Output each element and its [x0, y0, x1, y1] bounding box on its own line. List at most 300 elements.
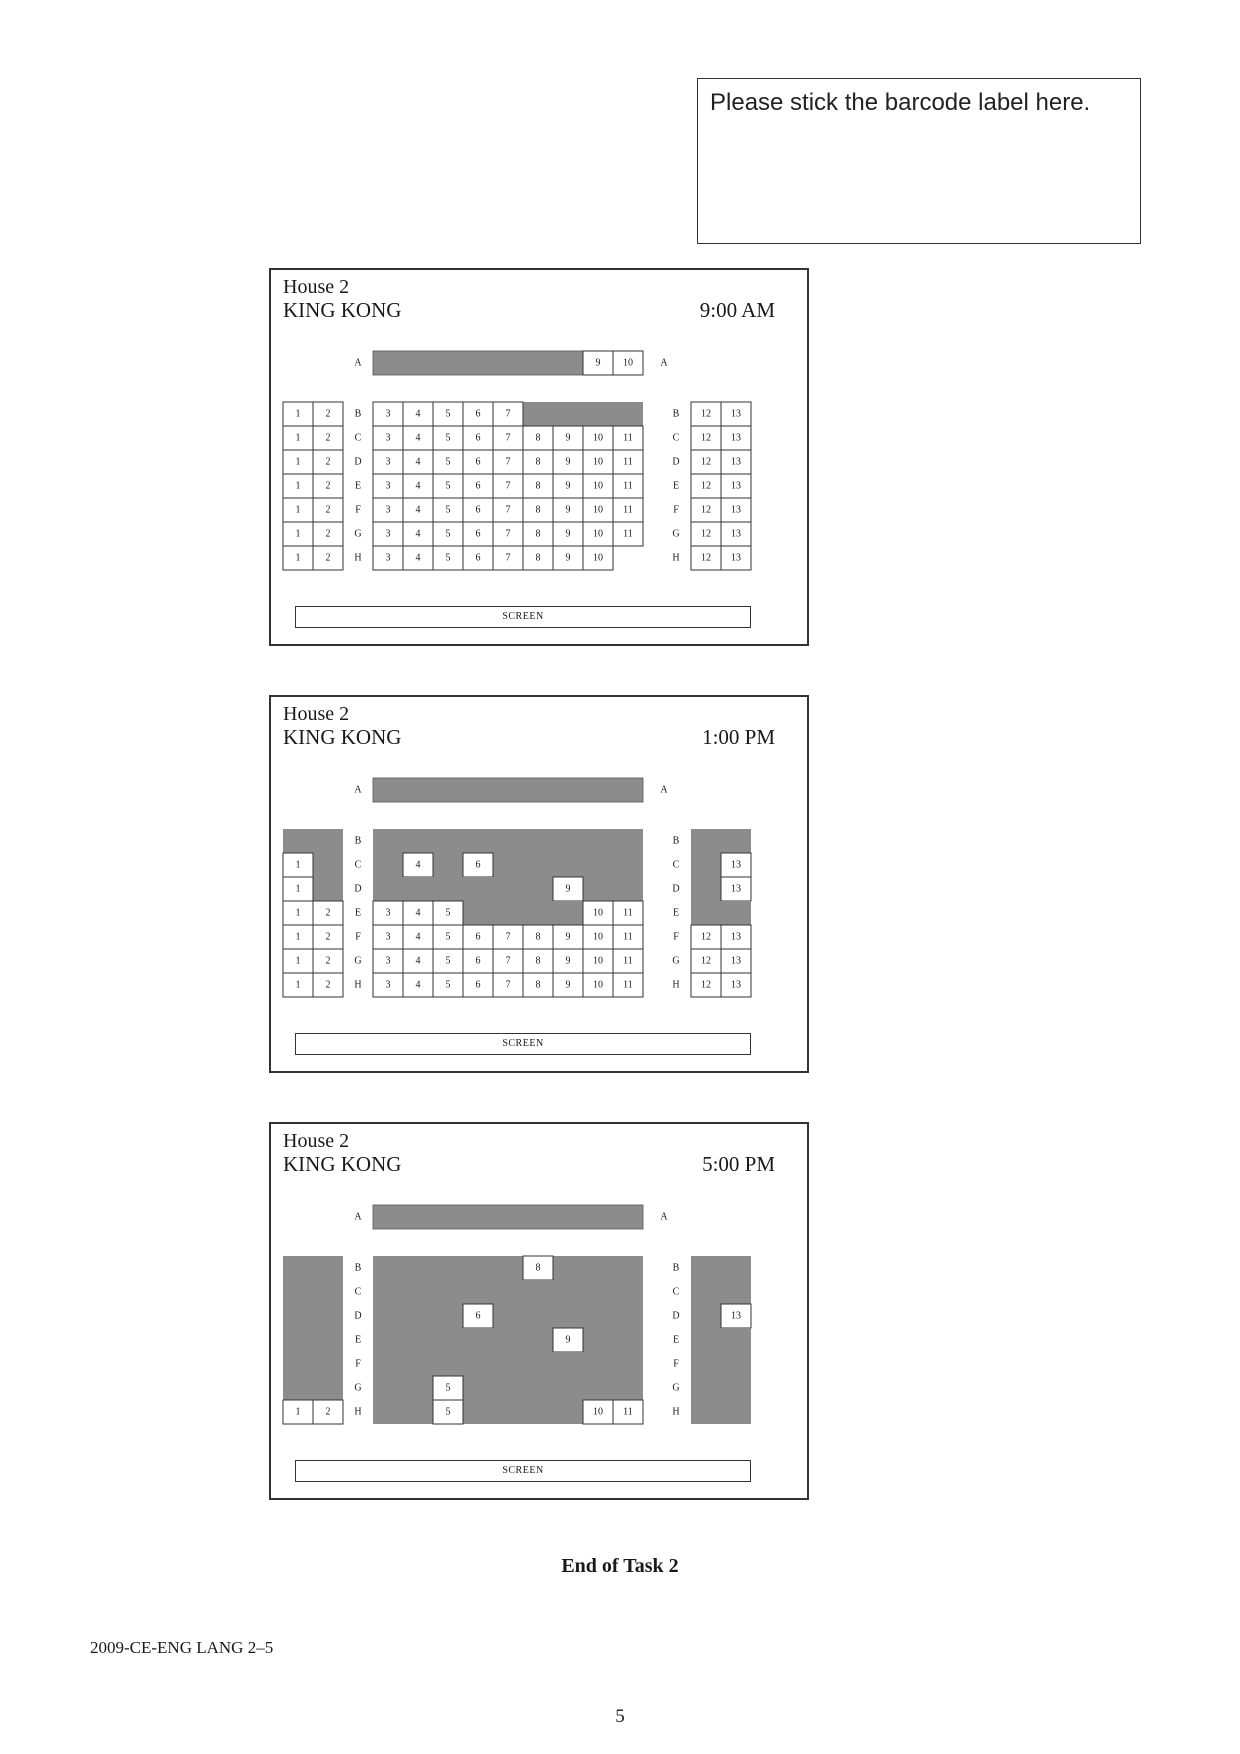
row-label: E: [354, 1334, 362, 1346]
seat-taken: [493, 1304, 523, 1328]
seat-number: 11: [623, 432, 633, 444]
row-label: D: [354, 1310, 362, 1322]
seat-number: 6: [475, 1310, 481, 1322]
row-label: B: [672, 835, 680, 847]
seat-number: 8: [535, 1262, 541, 1274]
row-label: C: [354, 1286, 362, 1298]
seat-taken: [523, 1328, 553, 1352]
seat-number: 1: [295, 408, 301, 420]
seat-number: 7: [505, 408, 511, 420]
seat-number: 3: [385, 552, 391, 564]
seat-number: 2: [325, 907, 331, 919]
seat-number: 7: [505, 456, 511, 468]
seat-taken: [403, 1280, 433, 1304]
seating-plan-panel-1: [269, 268, 809, 646]
seat-taken: [373, 1304, 403, 1328]
seat-number: 2: [325, 552, 331, 564]
seat-taken: [403, 1376, 433, 1400]
seat-taken: [553, 1256, 583, 1280]
seat-number: 4: [415, 456, 421, 468]
seat-number: 5: [445, 1382, 451, 1394]
seat-taken: [283, 1256, 313, 1280]
seat-taken: [433, 1256, 463, 1280]
seat-number: 13: [731, 552, 741, 564]
seat-number: 4: [415, 859, 421, 871]
seat-taken: [313, 877, 343, 901]
seat-number: 11: [623, 1406, 633, 1418]
seat-taken: [721, 1352, 751, 1376]
seat-number: 10: [623, 357, 633, 369]
seat-number: 8: [535, 528, 541, 540]
seat-number: 5: [445, 408, 451, 420]
seat-number: 8: [535, 504, 541, 516]
seat-taken: [721, 1280, 751, 1304]
row-label: D: [672, 456, 680, 468]
seat-number: 2: [325, 456, 331, 468]
screen-bar: SCREEN: [295, 1033, 751, 1055]
row-label: H: [672, 1406, 680, 1418]
row-label: C: [672, 859, 680, 871]
seat-taken: [553, 901, 583, 925]
seat-taken: [433, 829, 463, 853]
seat-taken: [463, 1376, 493, 1400]
seat-taken: [493, 1376, 523, 1400]
seat-number: 12: [701, 456, 711, 468]
seat-number: 9: [565, 1334, 571, 1346]
movie-title: KING KONG: [283, 725, 402, 749]
movie-title: KING KONG: [283, 298, 402, 322]
seat-number: 2: [325, 480, 331, 492]
seat-number: 9: [565, 456, 571, 468]
seat-taken: [493, 829, 523, 853]
seat-number: 4: [415, 552, 421, 564]
seat-number: 12: [701, 528, 711, 540]
seat-number: 5: [445, 1406, 451, 1418]
seat-number: 10: [593, 456, 603, 468]
seat-number: 13: [731, 456, 741, 468]
seat-number: 12: [701, 979, 711, 991]
seat-taken: [463, 901, 493, 925]
row-label: F: [673, 1358, 679, 1370]
seat-taken: [313, 829, 343, 853]
seat-number: 13: [731, 408, 741, 420]
seat-taken: [373, 877, 403, 901]
seat-number: 10: [593, 504, 603, 516]
show-time: 9:00 AM: [699, 298, 775, 322]
seat-taken: [463, 1328, 493, 1352]
seat-number: 3: [385, 528, 391, 540]
seat-taken: [583, 1328, 613, 1352]
seat-taken: [553, 402, 583, 426]
seat-taken: [583, 1256, 613, 1280]
seat-taken: [523, 1400, 553, 1424]
row-label: E: [354, 907, 362, 919]
seat-taken: [373, 853, 403, 877]
seat-number: 8: [535, 931, 541, 943]
seat-number: 1: [295, 432, 301, 444]
seat-taken: [283, 1376, 313, 1400]
house-title: House 2: [283, 703, 350, 725]
row-label: H: [354, 1406, 362, 1418]
row-label: G: [354, 528, 362, 540]
seat-taken: [721, 901, 751, 925]
seat-number: 12: [701, 504, 711, 516]
seat-number: 7: [505, 979, 511, 991]
seat-number: 13: [731, 955, 741, 967]
seat-taken: [613, 1304, 643, 1328]
seat-taken: [433, 877, 463, 901]
seat-number: 12: [701, 955, 711, 967]
seat-number: 7: [505, 931, 511, 943]
row-label: G: [354, 955, 362, 967]
row-label: B: [672, 1262, 680, 1274]
seat-taken: [493, 901, 523, 925]
seat-taken: [691, 1376, 721, 1400]
seat-map: [271, 697, 807, 1071]
seat-number: 13: [731, 859, 741, 871]
seat-taken: [493, 1352, 523, 1376]
row-label: F: [673, 931, 679, 943]
seat-number: 13: [731, 432, 741, 444]
seat-number: 4: [415, 931, 421, 943]
seat-number: 12: [701, 931, 711, 943]
seat-taken: [613, 1328, 643, 1352]
seat-number: 13: [731, 528, 741, 540]
seat-number: 12: [701, 432, 711, 444]
seat-taken: [433, 853, 463, 877]
row-label: F: [355, 1358, 361, 1370]
row-label: C: [354, 859, 362, 871]
seat-number: 7: [505, 955, 511, 967]
seat-taken: [373, 1256, 403, 1280]
screen-bar: SCREEN: [295, 1460, 751, 1482]
seat-number: 11: [623, 504, 633, 516]
seat-number: 11: [623, 456, 633, 468]
seat-number: 10: [593, 979, 603, 991]
seat-taken: [583, 1352, 613, 1376]
seat-number: 10: [593, 528, 603, 540]
seat-taken: [493, 853, 523, 877]
seat-number: 5: [445, 552, 451, 564]
seat-number: 13: [731, 883, 741, 895]
seat-number: 4: [415, 432, 421, 444]
seat-taken: [721, 1328, 751, 1352]
seat-number: 5: [445, 931, 451, 943]
seat-number: 4: [415, 907, 421, 919]
row-label: E: [672, 907, 680, 919]
seat-taken: [283, 829, 313, 853]
seat-taken: [523, 402, 553, 426]
seat-taken: [583, 402, 613, 426]
seat-map: [271, 270, 807, 644]
seat-taken: [403, 1328, 433, 1352]
seat-number: 6: [475, 552, 481, 564]
seat-number: 1: [295, 1406, 301, 1418]
seat-number: 1: [295, 552, 301, 564]
seat-number: 2: [325, 432, 331, 444]
seat-number: 1: [295, 979, 301, 991]
seat-number: 8: [535, 552, 541, 564]
seat-number: 7: [505, 528, 511, 540]
seat-number: 4: [415, 528, 421, 540]
seat-taken: [433, 1352, 463, 1376]
seat-number: 11: [623, 907, 633, 919]
seat-taken: [373, 1352, 403, 1376]
seat-taken: [283, 1328, 313, 1352]
seat-number: 5: [445, 456, 451, 468]
seat-taken: [283, 1280, 313, 1304]
seat-number: 10: [593, 432, 603, 444]
seat-number: 9: [565, 432, 571, 444]
seat-number: 9: [565, 979, 571, 991]
seat-number: 9: [565, 480, 571, 492]
seat-number: 13: [731, 504, 741, 516]
seat-taken: [553, 1376, 583, 1400]
row-label: F: [673, 504, 679, 516]
seat-number: 10: [593, 931, 603, 943]
seat-number: 1: [295, 528, 301, 540]
seat-number: 5: [445, 955, 451, 967]
seat-taken: [433, 1328, 463, 1352]
seat-number: 10: [593, 480, 603, 492]
seat-number: 2: [325, 408, 331, 420]
seat-taken: [463, 1280, 493, 1304]
seat-number: 10: [593, 552, 603, 564]
seat-taken: [313, 1352, 343, 1376]
seat-number: 3: [385, 931, 391, 943]
seat-taken: [283, 1352, 313, 1376]
row-label: E: [672, 1334, 680, 1346]
seat-number: 3: [385, 955, 391, 967]
seat-taken: [523, 1376, 553, 1400]
seat-taken: [691, 1352, 721, 1376]
row-label: F: [355, 931, 361, 943]
row-label: H: [354, 552, 362, 564]
seat-number: 11: [623, 528, 633, 540]
seat-number: 6: [475, 979, 481, 991]
seat-taken: [373, 1400, 403, 1424]
seat-number: 1: [295, 504, 301, 516]
seat-taken: [583, 853, 613, 877]
row-label: G: [672, 955, 680, 967]
seat-taken: [613, 1352, 643, 1376]
seat-taken: [583, 877, 613, 901]
seat-number: 7: [505, 552, 511, 564]
seat-number: 3: [385, 504, 391, 516]
seat-taken: [523, 1280, 553, 1304]
show-time: 5:00 PM: [702, 1152, 775, 1176]
seat-number: 11: [623, 931, 633, 943]
seat-number: 1: [295, 859, 301, 871]
row-label: C: [354, 432, 362, 444]
seat-number: 1: [295, 456, 301, 468]
seat-taken: [583, 1280, 613, 1304]
seat-number: 13: [731, 480, 741, 492]
seat-taken: [721, 1256, 751, 1280]
seat-taken: [691, 1304, 721, 1328]
seat-number: 3: [385, 480, 391, 492]
row-label: G: [672, 528, 680, 540]
row-label: A: [660, 784, 668, 796]
seat-number: 3: [385, 432, 391, 444]
seat-number: 9: [565, 552, 571, 564]
seat-taken: [691, 901, 721, 925]
seat-taken: [433, 1280, 463, 1304]
row-label: F: [355, 504, 361, 516]
seat-taken: [691, 853, 721, 877]
seat-number: 1: [295, 955, 301, 967]
barcode-instruction: Please stick the barcode label here.: [710, 89, 1091, 116]
seat-number: 12: [701, 408, 711, 420]
seat-number: 8: [535, 979, 541, 991]
seat-number: 3: [385, 979, 391, 991]
seat-taken: [403, 1256, 433, 1280]
seat-number: 11: [623, 979, 633, 991]
row-a-occupied-block: [373, 778, 643, 802]
seat-number: 13: [731, 979, 741, 991]
house-title: House 2: [283, 1130, 350, 1152]
seat-taken: [403, 1352, 433, 1376]
seat-taken: [553, 829, 583, 853]
seat-taken: [523, 1352, 553, 1376]
seating-plan-panel-2: [269, 695, 809, 1073]
seat-number: 5: [445, 528, 451, 540]
seat-taken: [313, 1376, 343, 1400]
seat-taken: [433, 1304, 463, 1328]
seat-taken: [493, 1400, 523, 1424]
row-label: E: [354, 480, 362, 492]
seat-taken: [721, 1376, 751, 1400]
row-label: D: [672, 883, 680, 895]
seat-taken: [403, 829, 433, 853]
seat-taken: [553, 1304, 583, 1328]
seat-number: 1: [295, 931, 301, 943]
show-time: 1:00 PM: [702, 725, 775, 749]
seat-taken: [523, 853, 553, 877]
seat-number: 6: [475, 955, 481, 967]
paper-code: 2009-CE-ENG LANG 2–5: [90, 1638, 274, 1657]
seat-number: 13: [731, 1310, 741, 1322]
seat-number: 4: [415, 504, 421, 516]
row-label: C: [672, 432, 680, 444]
seat-taken: [523, 1304, 553, 1328]
seat-number: 9: [565, 528, 571, 540]
seat-taken: [553, 853, 583, 877]
seat-number: 2: [325, 955, 331, 967]
seat-number: 10: [593, 955, 603, 967]
seat-number: 12: [701, 480, 711, 492]
row-label: D: [354, 883, 362, 895]
row-label: B: [354, 1262, 362, 1274]
seat-taken: [403, 1304, 433, 1328]
row-label: G: [354, 1382, 362, 1394]
seat-taken: [403, 1400, 433, 1424]
seat-taken: [313, 1328, 343, 1352]
seat-taken: [493, 877, 523, 901]
seat-taken: [313, 1304, 343, 1328]
seat-taken: [553, 1280, 583, 1304]
seat-number: 2: [325, 1406, 331, 1418]
seat-number: 9: [595, 357, 601, 369]
seat-number: 9: [565, 931, 571, 943]
seat-taken: [463, 1256, 493, 1280]
seat-number: 8: [535, 955, 541, 967]
seat-number: 2: [325, 931, 331, 943]
seat-number: 8: [535, 480, 541, 492]
seat-taken: [313, 853, 343, 877]
row-label: H: [672, 552, 680, 564]
row-label: B: [672, 408, 680, 420]
seat-taken: [721, 1400, 751, 1424]
seat-taken: [463, 877, 493, 901]
seat-taken: [463, 829, 493, 853]
seat-taken: [691, 1256, 721, 1280]
seat-taken: [523, 901, 553, 925]
seat-taken: [583, 1376, 613, 1400]
house-title: House 2: [283, 276, 350, 298]
seat-number: 13: [731, 931, 741, 943]
seat-taken: [493, 1256, 523, 1280]
seating-plan-panel-3: [269, 1122, 809, 1500]
seat-taken: [523, 829, 553, 853]
row-a-occupied-block: [373, 351, 583, 375]
seat-taken: [583, 1304, 613, 1328]
seat-map: [271, 1124, 807, 1498]
seat-number: 12: [701, 552, 711, 564]
row-label: A: [354, 357, 362, 369]
seat-number: 7: [505, 504, 511, 516]
seat-taken: [613, 1256, 643, 1280]
seat-number: 3: [385, 907, 391, 919]
seat-taken: [613, 1376, 643, 1400]
seat-number: 5: [445, 979, 451, 991]
seat-number: 9: [565, 883, 571, 895]
seat-taken: [553, 1400, 583, 1424]
seat-number: 6: [475, 456, 481, 468]
row-label: E: [672, 480, 680, 492]
row-label: A: [660, 357, 668, 369]
seat-number: 8: [535, 456, 541, 468]
seat-taken: [373, 829, 403, 853]
seat-taken: [493, 1280, 523, 1304]
row-label: A: [660, 1211, 668, 1223]
seat-taken: [523, 877, 553, 901]
seat-number: 2: [325, 528, 331, 540]
row-label: H: [672, 979, 680, 991]
seat-taken: [463, 1352, 493, 1376]
seat-number: 4: [415, 979, 421, 991]
seat-taken: [313, 1256, 343, 1280]
seat-number: 3: [385, 456, 391, 468]
row-label: D: [354, 456, 362, 468]
row-a-occupied-block: [373, 1205, 643, 1229]
seat-taken: [613, 829, 643, 853]
seat-number: 10: [593, 907, 603, 919]
seat-taken: [613, 877, 643, 901]
seat-taken: [313, 1280, 343, 1304]
seat-number: 4: [415, 408, 421, 420]
screen-bar: SCREEN: [295, 606, 751, 628]
seat-taken: [691, 1328, 721, 1352]
seat-number: 6: [475, 480, 481, 492]
seat-taken: [373, 1280, 403, 1304]
seat-number: 4: [415, 480, 421, 492]
seat-taken: [613, 402, 643, 426]
seat-taken: [691, 829, 721, 853]
seat-taken: [691, 1400, 721, 1424]
seat-number: 6: [475, 859, 481, 871]
row-label: B: [354, 835, 362, 847]
